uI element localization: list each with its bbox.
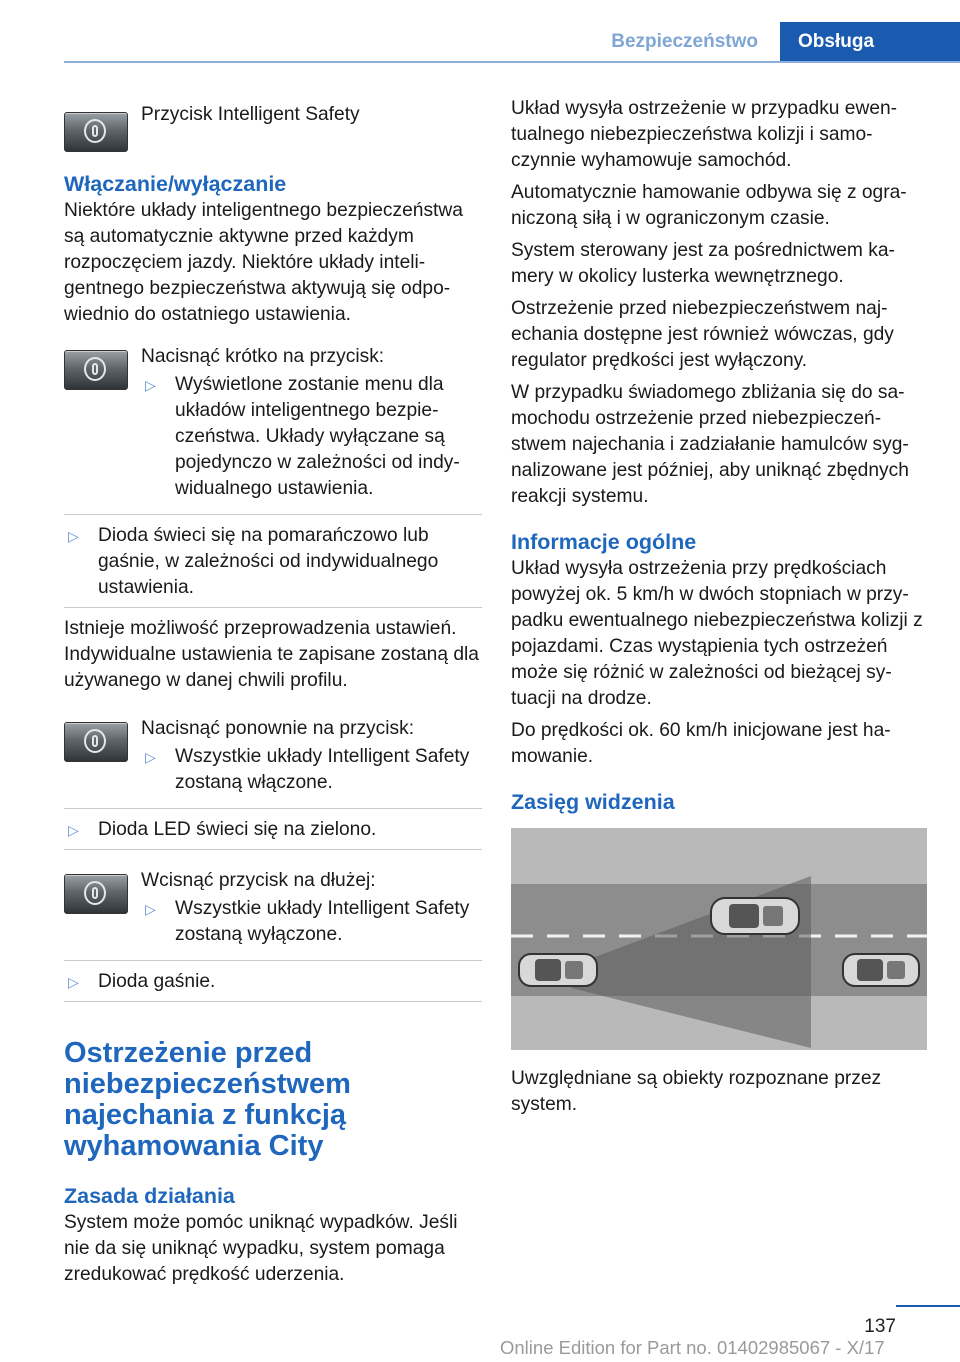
press-long-block [64,862,482,954]
button-caption-block [64,96,482,152]
list-item [64,817,482,843]
triangle-bullet-icon: ▷ [68,822,79,838]
paragraph: System sterowany jest za pośrednictwem kamery w okolicy lusterka wewnętrznego. [511,240,895,287]
led-green-text: Dioda LED świeci się na zielono. [98,819,377,840]
principle-heading: Zasada działania [64,1184,235,1208]
intelligent-safety-button-icon [64,350,128,390]
button-caption: Przycisk Intelligent Safety [141,104,360,125]
press-short-label: Nacisnąć krótko na przycisk: [141,346,385,367]
divider [64,849,482,850]
page-number: 137 [864,1316,896,1337]
right-column [511,96,927,1124]
chapter-tab[interactable]: Obsługa [780,22,960,62]
road-illustration [511,828,927,1050]
detection-range-figure [511,828,927,1050]
divider [64,808,482,809]
car-icon [711,898,799,934]
divider [64,960,482,961]
divider [64,607,482,608]
press-again-label: Nacisnąć ponownie na przycisk: [141,718,415,739]
list-item [141,896,482,948]
header-divider [64,61,960,63]
triangle-bullet-icon: ▷ [145,377,156,393]
left-column [64,96,482,1294]
intelligent-safety-button-icon [64,722,128,762]
intelligent-safety-button-icon [64,874,128,914]
settings-text: Istnieje możliwość przeprowadzenia ustawień. Indywidualne ustawienia te zapisane zostaną dla używanego w danej chwili profilu. [64,618,479,691]
list-item [64,523,482,601]
onoff-text: Niektóre układy inteligentnego bezpieczeństwa są automatycznie aktywne przed każdym rozpoczęciem jazdy. Niektóre układy inteligentnego bezpieczeństwa aktywują się odpowiednio do ostatniego ustawienia. [64,200,463,325]
triangle-bullet-icon: ▷ [68,528,79,544]
braking-text: Do prędkości ok. 60 km/h inicjowane jest hamowanie. [511,720,891,767]
divider [64,514,482,515]
triangle-bullet-icon: ▷ [145,749,156,765]
range-heading: Zasięg widzenia [511,790,675,814]
led-orange-text: Dioda świeci się na pomarańczowo lub gaśnie, w zależności od indywidualnego ustawienia. [98,525,439,598]
car-icon [519,954,597,986]
press-again-block [64,710,482,802]
list-item [141,372,482,502]
led-off-text: Dioda gaśnie. [98,971,216,992]
press-again-result: Wszystkie układy Intelligent Safety zostaną włączone. [175,746,470,793]
paragraph: Automatycznie hamowanie odbywa się z ograniczoną siłą i w ograniczonym czasie. [511,182,907,229]
press-short-block [64,338,482,508]
car-icon [843,954,919,986]
onoff-heading: Włączanie/wyłączanie [64,172,287,196]
edition-note: Online Edition for Part no. 01402985067 - X/17 [500,1337,885,1358]
triangle-bullet-icon: ▷ [145,901,156,917]
press-long-label: Wcisnąć przycisk na dłużej: [141,870,376,891]
main-heading: Ostrzeżenie przed niebezpieczeństwem najechania z funkcją wyhamowania City [64,1037,351,1162]
paragraph: Ostrzeżenie przed niebezpieczeństwem najechania dostępne jest również wówczas, gdy regulator prędkości jest wyłączony. [511,298,894,371]
paragraph: W przypadku świadomego zbliżania się do samochodu ostrzeżenie przed niebezpieczeństwem najechania i zadziałanie hamulców sygnalizowane jest później, aby uniknąć zbędnych reakcji systemu. [511,382,909,507]
triangle-bullet-icon: ▷ [68,974,79,990]
list-item [64,969,482,995]
list-item [141,744,482,796]
general-text: Układ wysyła ostrzeżenia przy prędkościach powyżej ok. 5 km/h w dwóch stopniach w przypadku ewentualnego niebezpieczeństwa kolizji z pojazdami. Czas wystąpienia tych ostrzeżeń może się różnić w zależności od bieżącej sytuacji na drodze. [511,558,923,709]
press-short-result: Wyświetlone zostanie menu dla układów inteligentnego bezpieczeństwa. Układy wyłączane są pojedynczo w zależności od indywidualnego ustawienia. [175,374,460,499]
footer-divider [896,1305,960,1307]
principle-text: System może pomóc uniknąć wypadków. Jeśli nie da się uniknąć wypadku, system pomaga zredukować prędkość uderzenia. [64,1212,458,1285]
paragraph: Układ wysyła ostrzeżenie w przypadku ewentualnego niebezpieczeństwa kolizji i samoczynnie wyhamowuje samochód. [511,98,898,171]
figure-caption: Uwzględniane są obiekty rozpoznane przez system. [511,1068,882,1115]
section-tab[interactable]: Bezpieczeństwo [589,22,780,62]
intelligent-safety-button-icon [64,112,128,152]
press-long-result: Wszystkie układy Intelligent Safety zostaną wyłączone. [175,898,470,945]
divider [64,1001,482,1002]
general-heading: Informacje ogólne [511,530,697,554]
page-header [589,22,960,62]
